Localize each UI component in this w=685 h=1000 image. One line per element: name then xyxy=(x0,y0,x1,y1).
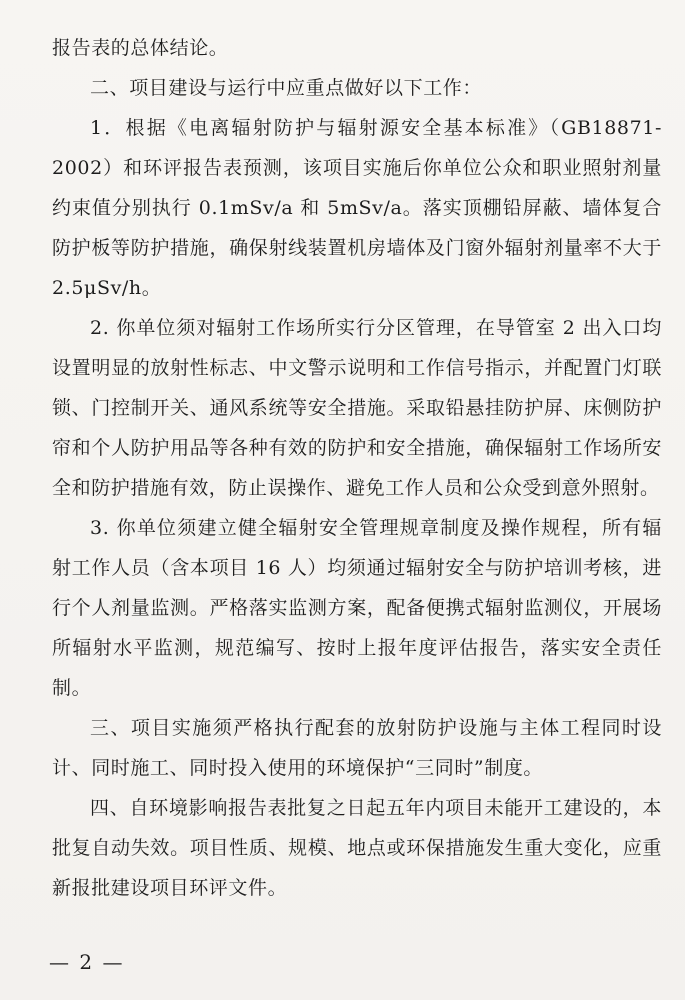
paragraph-section-three: 三、项目实施须严格执行配套的放射防护设施与主体工程同时设计、同时施工、同时投入使用的环境保护“三同时”制度。 xyxy=(52,717,662,779)
paragraph-section-four: 四、自环境影响报告表批复之日起五年内项目未能开工建设的，本批复自动失效。项目性质、规模、地点或环保措施发生重大变化，应重新报批建设项目环评文件。 xyxy=(52,797,662,899)
paragraph-item-two: 2. 你单位须对辐射工作场所实行分区管理，在导管室 2 出入口均设置明显的放射性标志、中文警示说明和工作信号指示，并配置门灯联锁、门控制开关、通风系统等安全措施。采取铅悬挂防护屏、床侧防护帘和个人防护用品等各种有效的防护和安全措施，确保辐射工作场所安全和防护措施有效，防止误操作、避免工作人员和公众受到意外照射。 xyxy=(52,317,662,499)
paragraph-item-three: 3. 你单位须建立健全辐射安全管理规章制度及操作规程，所有辐射工作人员（含本项目 16 人）均须通过辐射安全与防护培训考核，进行个人剂量监测。严格落实监测方案，配备便携式辐射监测仪，开展场所辐射水平监测，规范编写、按时上报年度评估报告，落实安全责任制。 xyxy=(52,517,662,699)
page-number: — 2 — xyxy=(49,950,125,974)
document-body xyxy=(52,28,662,908)
paragraph-section-two-heading: 二、项目建设与运行中应重点做好以下工作： xyxy=(90,77,483,99)
paragraph-item-one: 1．根据《电离辐射防护与辐射源安全基本标准》（GB18871-2002）和环评报告表预测，该项目实施后你单位公众和职业照射剂量约束值分别执行 0.1mSv/a 和 5mSv/a。落实顶棚铅屏蔽、墙体复合防护板等防护措施，确保射线装置机房墙体及门窗外辐射剂量率不大于 2.5μSv/h。 xyxy=(52,117,662,299)
paragraph-conclusion-tail: 报告表的总体结论。 xyxy=(52,37,229,59)
